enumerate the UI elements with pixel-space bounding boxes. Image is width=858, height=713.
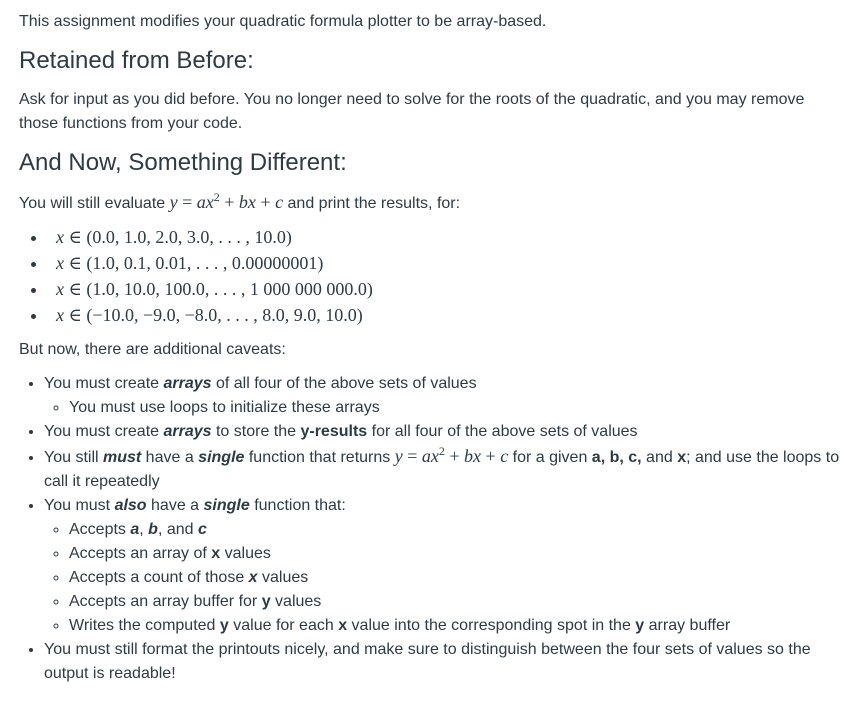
x-set-item: • x ∈ (0.0, 1.0, 2.0, 3.0, . . . , 10.0) bbox=[48, 224, 840, 250]
caveat-item: • You must also have a single function that: ◦ Accepts a, b, and c ◦ Accepts an array of x values ◦ Accepts a count of those x values ◦ Accepts an array buffer for y values ◦ Writes the computed y value for each x value into the corresponding spot in the y array buffer bbox=[44, 494, 840, 638]
x-set-item: • x ∈ (1.0, 10.0, 100.0, . . . , 1 000 000 000.0) bbox=[48, 276, 840, 302]
caveat-item: • You must create arrays of all four of the above sets of values ◦ You must use loops to initialize these arrays bbox=[44, 372, 840, 420]
heading-something-different: And Now, Something Different: bbox=[19, 149, 347, 176]
caveat-subitem: ◦ Accepts an array of x values bbox=[69, 542, 840, 566]
evaluate-prefix: You will still evaluate bbox=[19, 195, 166, 212]
x-set-values: (0.0, 1.0, 2.0, 3.0, . . . , 10.0) bbox=[86, 227, 292, 247]
caveats-intro: But now, there are additional caveats: bbox=[19, 341, 286, 358]
quadratic-formula: $y = ax^2$ + bx + c bbox=[169, 190, 284, 212]
evaluate-sentence bbox=[19, 190, 840, 216]
heading-retained: Retained from Before: bbox=[19, 47, 254, 74]
caveat-item: • You must still format the printouts nicely, and make sure to distinguish between the four sets of values so the output is readable! bbox=[44, 638, 840, 686]
caveat-item: • You still must have a single function that returns $y = ax^2$ + bx + c for a given a, b, c, and x; and use the loops to call it repeatedly bbox=[44, 444, 840, 494]
x-set-item: • x ∈ (−10.0, −9.0, −8.0, . . . , 8.0, 9.0, 10.0) bbox=[48, 302, 840, 328]
retained-text: Ask for input as you did before. You no longer need to solve for the roots of the quadratic, and you may remove those functions from your code. bbox=[19, 91, 805, 132]
caveat-subitem: ◦ You must use loops to initialize these arrays bbox=[69, 396, 840, 420]
x-sets-list bbox=[19, 224, 840, 328]
caveat-sublist bbox=[44, 518, 840, 638]
caveat-subitem: ◦ Accepts a, b, and c bbox=[69, 518, 840, 542]
caveat-subitem: ◦ Writes the computed y value for each x value into the corresponding spot in the y array buffer bbox=[69, 614, 840, 638]
caveat-subitem: ◦ Accepts a count of those x values bbox=[69, 566, 840, 590]
caveat-item: • You must create arrays to store the y-results for all four of the above sets of values bbox=[44, 420, 840, 444]
caveats-list bbox=[19, 372, 840, 686]
intro-text: This assignment modifies your quadratic formula plotter to be array-based. bbox=[19, 13, 547, 30]
quadratic-formula: $y = ax^2$ + bx + c bbox=[394, 444, 509, 466]
x-set-values: (−10.0, −9.0, −8.0, . . . , 8.0, 9.0, 10.0) bbox=[86, 305, 363, 325]
evaluate-suffix: and print the results, for: bbox=[287, 195, 461, 212]
x-set-item: • x ∈ (1.0, 0.1, 0.01, . . . , 0.00000001) bbox=[48, 250, 840, 276]
x-set-values: (1.0, 0.1, 0.01, . . . , 0.00000001) bbox=[86, 253, 324, 273]
caveat-sublist bbox=[44, 396, 840, 420]
caveat-subitem: ◦ Accepts an array buffer for y values bbox=[69, 590, 840, 614]
x-set-values: (1.0, 10.0, 100.0, . . . , 1 000 000 000.0) bbox=[86, 279, 373, 299]
